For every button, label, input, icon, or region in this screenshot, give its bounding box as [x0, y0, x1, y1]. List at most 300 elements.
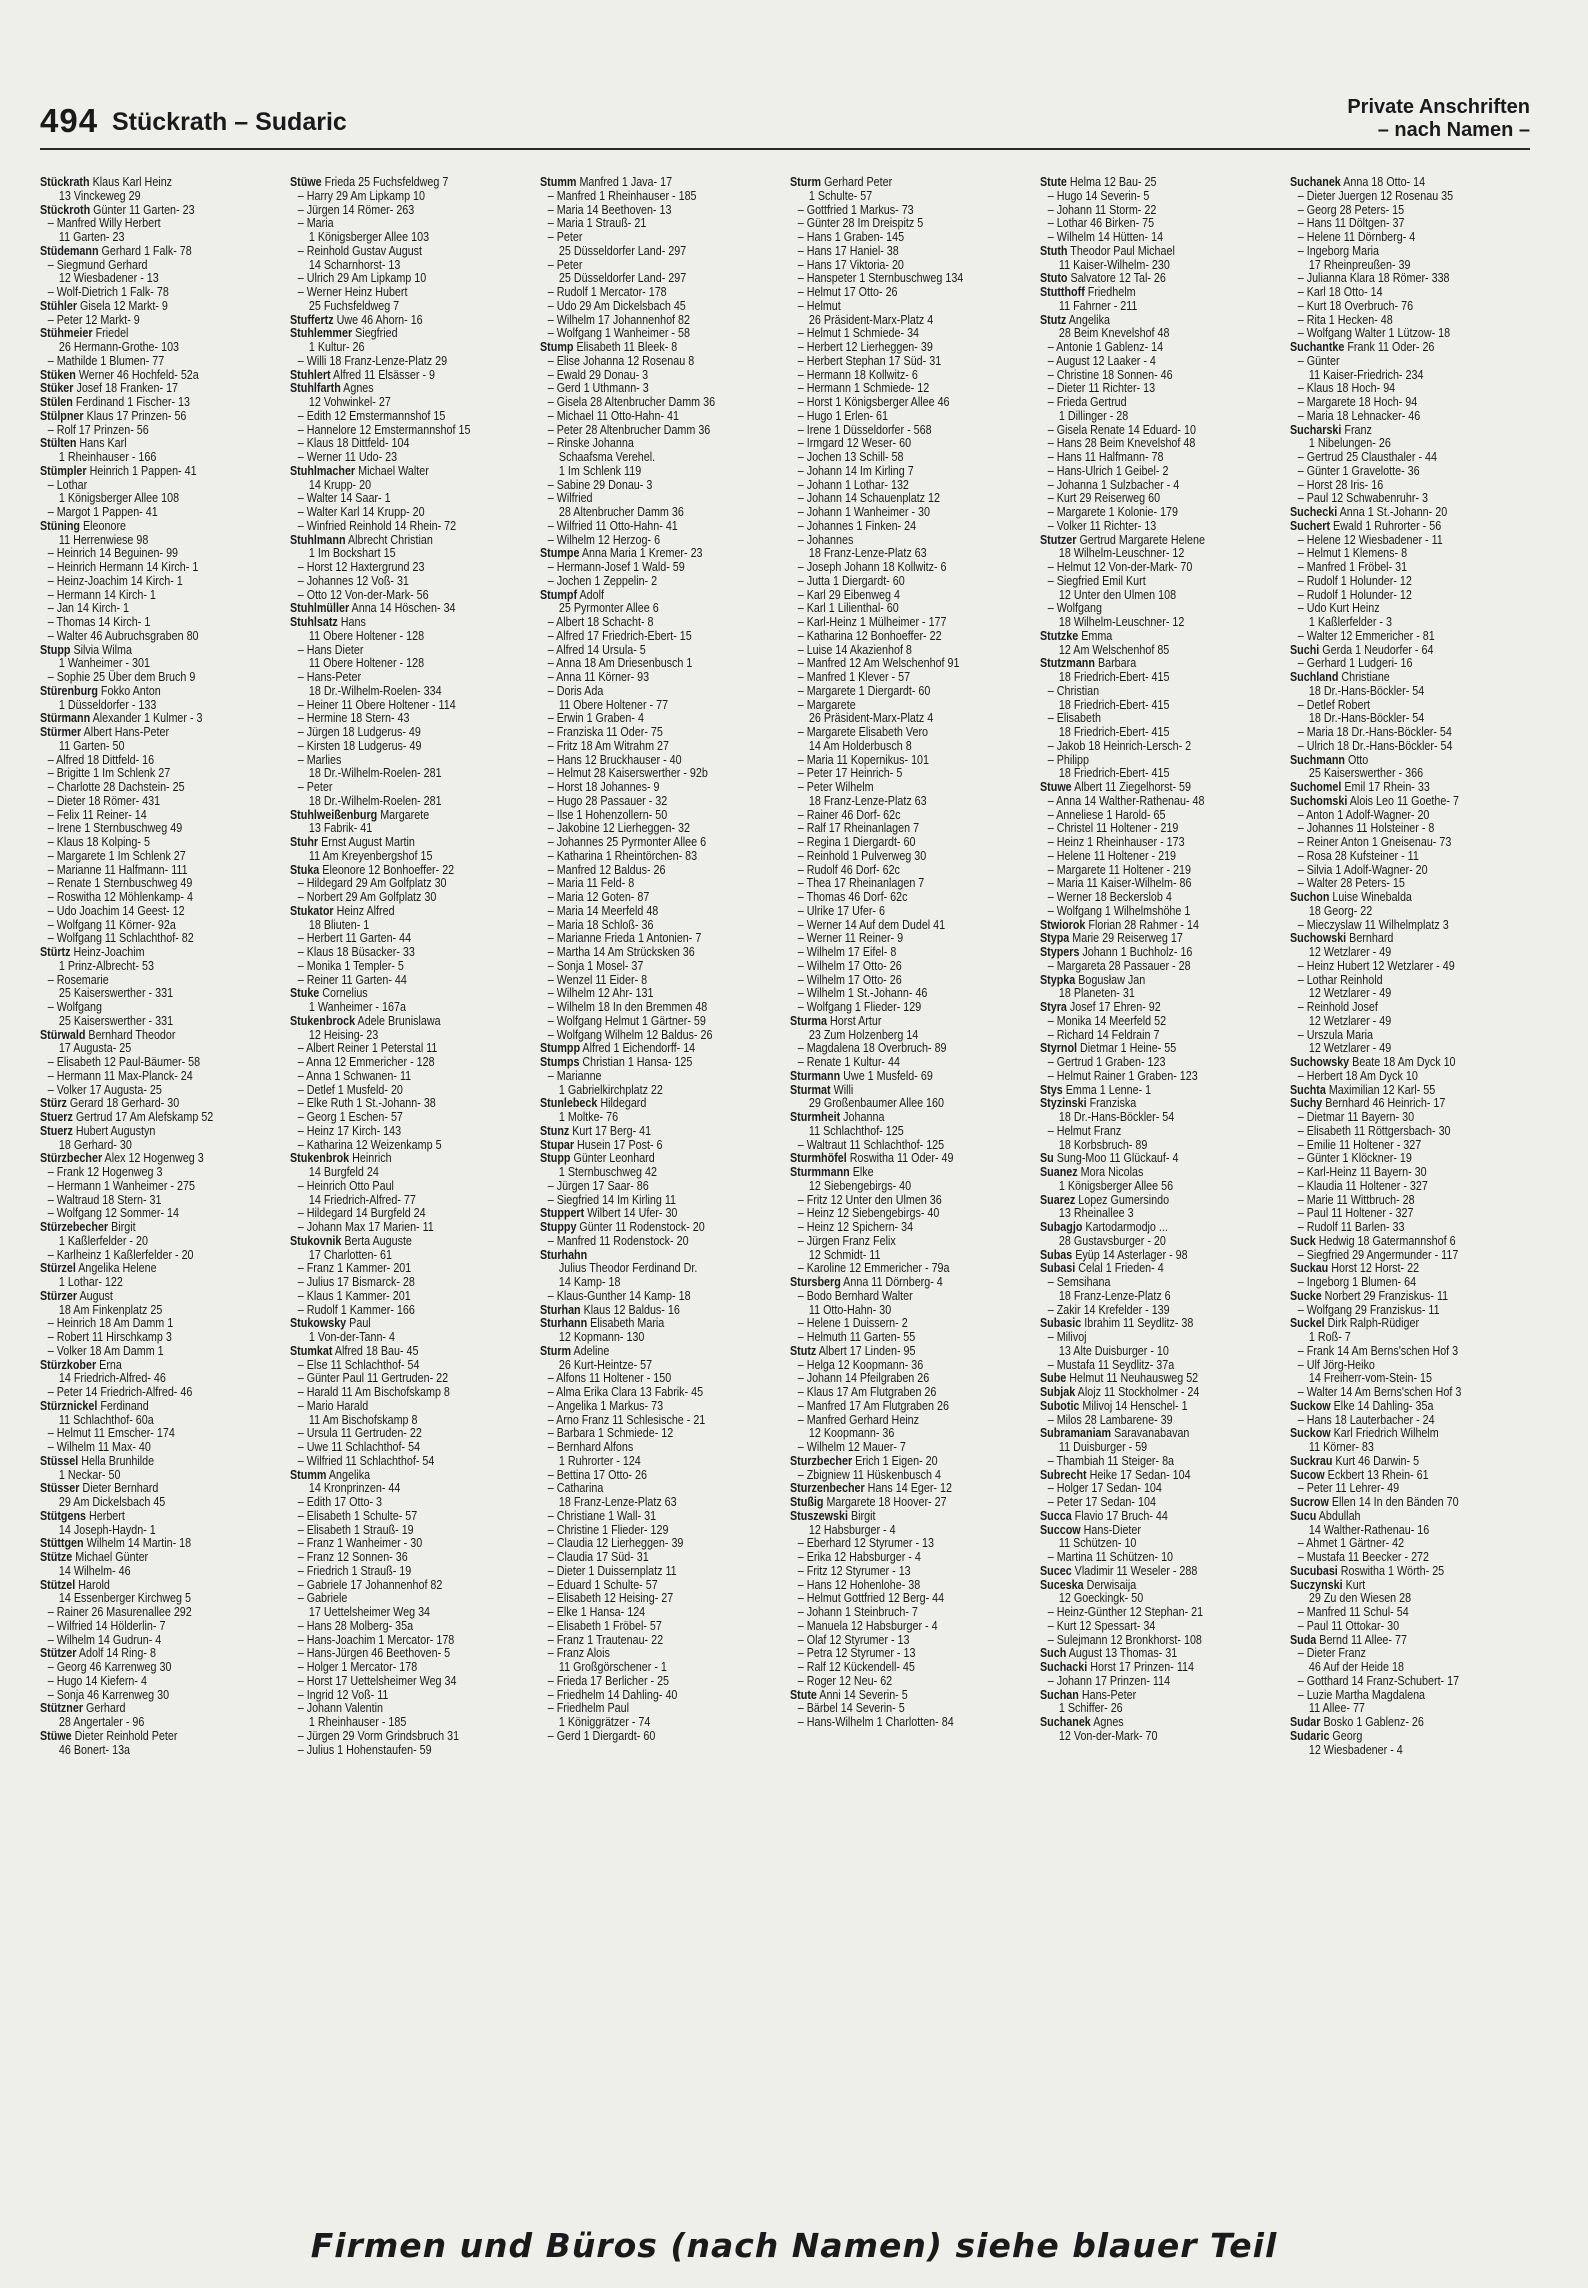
directory-sub-entry: – Heiner 11 Obere Holtener - 114 [297, 697, 456, 712]
directory-sub-entry: – Werner Heinz Hubert [297, 285, 408, 299]
directory-entry [540, 1345, 751, 1359]
directory-entry [40, 685, 251, 699]
directory-sub-entry: – Klaus 17 Am Flutgraben 26 [797, 1385, 937, 1399]
entry-details: Norbert 29 Franziskus- 11 [1324, 1288, 1449, 1303]
directory-entry [1040, 1221, 1251, 1235]
directory-sub-entry: – Maria [297, 216, 334, 231]
directory-sub-entry: – Rinske Johanna [547, 436, 634, 451]
directory-sub-entry: – Mustafa 11 Seydlitz- 37a [1047, 1357, 1175, 1372]
directory-sub-entry: – Barbara 1 Schmiede- 12 [547, 1426, 674, 1441]
directory-entry [1040, 1524, 1251, 1538]
directory-entry [540, 1056, 751, 1070]
entry-details: Emma 1 Lenne- 1 [1065, 1082, 1152, 1097]
entry-details: Heinrich 1 Pappen- 41 [89, 463, 197, 478]
directory-entry [40, 1029, 251, 1043]
directory-sub-entry: – Johann 14 Im Kirling 7 [797, 463, 914, 478]
directory-sub-entry: – Heinz 12 Spichern- 34 [797, 1220, 914, 1234]
entry-surname: Stump [540, 340, 574, 354]
entry-address-line: 12 Von-der-Mark- 70 [1058, 1728, 1158, 1743]
directory-entry [1040, 974, 1251, 988]
entry-surname: Stutzke [1040, 628, 1079, 643]
entry-surname: Stunz [540, 1123, 570, 1138]
entry-surname: Suchta [1290, 1082, 1326, 1097]
directory-sub-entry: – Alfred 18 Dittfeld- 16 [47, 752, 155, 767]
directory-sub-entry: – Herbert 18 Am Dyck 10 [1297, 1068, 1418, 1083]
entry-surname: Suckow [1290, 1426, 1331, 1441]
directory-entry [790, 1345, 1001, 1359]
entry-details: Dieter Bernhard [82, 1481, 159, 1496]
directory-sub-entry: – Ahmet 1 Gärtner- 42 [1297, 1536, 1405, 1551]
entry-surname: Stukenbrock [290, 1013, 356, 1028]
entry-details: Bernd 11 Allee- 77 [1319, 1632, 1407, 1647]
directory-sub-entry: – Irmgard 12 Weser- 60 [797, 436, 912, 451]
directory-sub-entry: – Waltraut 11 Schlachthof- 125 [797, 1137, 945, 1152]
directory-sub-entry: – Alfred 14 Ursula- 5 [547, 642, 646, 657]
directory-entry [1040, 781, 1251, 795]
entry-address-line: 12 Am Welschenhof 85 [1058, 642, 1170, 657]
directory-entry [1040, 1716, 1251, 1730]
directory-sub-entry: – Bernhard Alfons [547, 1440, 634, 1454]
entry-surname: Stutzer [1040, 532, 1077, 547]
entry-surname: Sturhahn [540, 1247, 588, 1262]
entry-surname: Stüssel [40, 1453, 79, 1468]
entry-surname: Stumpp [540, 1041, 581, 1056]
directory-sub-entry: – Lothar Reinhold [1297, 972, 1383, 987]
entry-address-line: 1 Düsseldorfer - 133 [58, 697, 157, 712]
directory-sub-entry: – Norbert 29 Am Golfplatz 30 [297, 890, 437, 904]
directory-sub-entry: – Heinz Hubert 12 Wetzlarer - 49 [1297, 958, 1455, 973]
entry-address-line: 11 Körner- 83 [1308, 1440, 1374, 1454]
directory-sub-entry: – Horst 17 Uettelsheimer Weg 34 [297, 1673, 457, 1688]
entry-surname: Stupar [540, 1137, 575, 1152]
directory-sub-entry: – Manfred 12 Am Welschenhof 91 [797, 656, 960, 671]
entry-details: Willi [833, 1082, 854, 1097]
directory-entry [1290, 1455, 1501, 1469]
entry-address-line: 28 Altenbrucher Damm 36 [558, 505, 684, 519]
directory-sub-entry: – Helene 11 Dörnberg- 4 [1297, 230, 1416, 244]
entry-surname: Sturmmann [790, 1165, 850, 1179]
entry-address-line: 11 Schlachthof- 60a [58, 1412, 154, 1427]
directory-sub-entry: – Maria 11 Feld- 8 [547, 876, 635, 891]
entry-surname: Stukowsky [290, 1316, 347, 1331]
entry-surname: Sucke [1290, 1288, 1322, 1303]
directory-sub-entry: – Volker 18 Am Damm 1 [47, 1343, 164, 1358]
entry-surname: Suchi [1290, 642, 1320, 657]
entry-details: Eckbert 13 Rhein- 61 [1327, 1467, 1429, 1482]
entry-surname: Stutzmann [1040, 656, 1095, 671]
entry-address-line: 18 Gerhard- 30 [58, 1137, 132, 1152]
entry-surname: Suck [1290, 1233, 1316, 1248]
directory-sub-entry: – Georg 28 Peters- 15 [1297, 202, 1405, 217]
directory-sub-entry: – Rudolf 1 Kammer- 166 [297, 1302, 415, 1317]
directory-sub-entry: – Hanspeter 1 Sternbuschweg 134 [797, 271, 964, 286]
directory-sub-entry: – Günter 28 Im Dreispitz 5 [797, 216, 924, 231]
directory-sub-entry: – Maria 18 Dr.-Hans-Böckler- 54 [1297, 725, 1452, 739]
entry-details: Paul [349, 1316, 371, 1331]
entry-address-line: 18 Friedrich-Ebert- 415 [1058, 725, 1170, 739]
directory-entry [40, 1647, 251, 1661]
entry-surname: Suchowsky [1290, 1055, 1350, 1069]
entry-surname: Sturhan [540, 1302, 581, 1317]
directory-sub-entry: – Thambiah 11 Steiger- 8a [1047, 1453, 1175, 1468]
entry-surname: Stuth [1040, 243, 1068, 258]
directory-sub-entry: – Heinz 17 Kirch- 143 [297, 1123, 402, 1138]
entry-details: Bogusław Jan [1078, 972, 1146, 987]
directory-sub-entry: – Harald 11 Am Bischofskamp 8 [297, 1385, 450, 1399]
directory-sub-entry: – Christian [1047, 683, 1100, 698]
entry-details: Ernst August Martin [321, 835, 415, 849]
directory-sub-entry: – Luise 14 Akazienhof 8 [797, 642, 912, 657]
entry-details: Adele Brunislawa [357, 1013, 441, 1028]
entry-address-line: 28 Gustavsburger - 20 [1058, 1233, 1166, 1248]
directory-entry [1290, 781, 1501, 795]
directory-sub-entry: – Peter [547, 230, 583, 244]
entry-surname: Stukator [290, 903, 334, 918]
entry-address-line: 18 Dr.-Wilhelm-Roelen- 281 [308, 766, 442, 781]
directory-sub-entry: – Anna 14 Walther-Rathenau- 48 [1047, 793, 1205, 808]
directory-sub-entry: – Wilfried [547, 491, 593, 506]
directory-entry [40, 644, 251, 658]
directory-sub-entry: – Helene 11 Holtener - 219 [1047, 848, 1177, 863]
directory-sub-entry: – Wolfgang 29 Franziskus- 11 [1297, 1302, 1440, 1317]
directory-sub-entry: – Johann Max 17 Marien- 11 [297, 1220, 434, 1234]
directory-sub-entry: – Peter 11 Lehrer- 49 [1297, 1481, 1400, 1496]
entry-surname: Sturm [790, 176, 822, 189]
directory-entry [790, 1455, 1001, 1469]
directory-entry [1290, 424, 1501, 438]
directory-sub-entry: – Silvia 1 Adolf-Wagner- 20 [1297, 862, 1428, 877]
directory-sub-entry: – Uwe 11 Schlachthof- 54 [297, 1440, 421, 1454]
entry-surname: Stückrath [40, 176, 90, 189]
entry-address-line: 46 Bonert- 13a [58, 1742, 131, 1757]
entry-surname: Stürzel [40, 1261, 76, 1276]
directory-entry [1040, 1565, 1251, 1579]
entry-details: Kurt [1345, 1577, 1366, 1592]
entry-address-line: Schaafsma Verehel. [558, 450, 656, 464]
entry-surname: Stuhlemmer [290, 326, 353, 341]
directory-entry [1040, 1097, 1251, 1111]
entry-surname: Stülten [40, 436, 77, 451]
entry-address-line: 14 Friedrich-Alfred- 46 [58, 1371, 166, 1386]
directory-entry [290, 1317, 501, 1331]
entry-address-line: 25 Kaiserswerther - 331 [58, 1013, 174, 1028]
directory-sub-entry: – Sophie 25 Über dem Bruch 9 [47, 670, 196, 684]
entry-address-line: 18 Friedrich-Ebert- 415 [1058, 766, 1170, 781]
directory-sub-entry: – Milivoj [1047, 1330, 1087, 1344]
entry-surname: Suchmann [1290, 752, 1345, 767]
directory-sub-entry: – Mustafa 11 Beecker - 272 [1297, 1550, 1430, 1564]
directory-sub-entry: – Paul 11 Holtener - 327 [1297, 1206, 1414, 1221]
directory-entry [40, 437, 251, 451]
directory-sub-entry: – Robert 11 Hirschkamp 3 [47, 1330, 172, 1344]
entry-address-line: 11 Großgörschener - 1 [558, 1660, 667, 1674]
directory-sub-entry: – Friedrich 1 Strauß- 19 [297, 1563, 412, 1578]
directory-sub-entry: – Helmut Rainer 1 Graben- 123 [1047, 1068, 1198, 1083]
directory-sub-entry: – Hans 11 Döltgen- 37 [1297, 216, 1405, 231]
page-name-range: Stückrath – Sudaric [112, 108, 347, 136]
entry-details: Eleonore [83, 518, 127, 533]
entry-surname: Stüdemann [40, 243, 99, 258]
entry-address-line: 18 Franz-Lenze-Platz 63 [558, 1495, 677, 1509]
directory-entry [1040, 245, 1251, 259]
entry-surname: Stuppy [540, 1220, 577, 1234]
directory-sub-entry: – Dieter 11 Richter- 13 [1047, 381, 1156, 396]
entry-details: Cornelius [322, 986, 368, 1001]
entry-details: Gisela 12 Markt- 9 [80, 298, 168, 313]
entry-address-line: 12 Wiesbadener - 13 [58, 271, 159, 286]
directory-sub-entry: – Martha 14 Am Strücksken 36 [547, 945, 695, 959]
directory-sub-entry: – Johannes 11 Holsteiner - 8 [1297, 821, 1435, 836]
directory-sub-entry: – Karlheinz 1 Kaßlerfelder - 20 [47, 1247, 194, 1262]
directory-sub-entry: – Elise Johanna 12 Rosenau 8 [547, 353, 695, 368]
entry-details: Friedhelm [1087, 285, 1136, 299]
directory-sub-entry: – Gerhard 1 Ludgeri- 16 [1297, 656, 1413, 671]
entry-details: Angelika [1068, 312, 1110, 327]
directory-entry [1290, 341, 1501, 355]
directory-entry [40, 726, 251, 740]
entry-details: Elisabeth Maria [590, 1316, 665, 1331]
entry-details: Florian 28 Rahmer - 14 [1088, 917, 1199, 932]
directory-sub-entry: – Mieczyslaw 11 Wilhelmplatz 3 [1297, 917, 1449, 932]
entry-address-line: 25 Pyrmonter Allee 6 [558, 601, 659, 616]
entry-surname: Sturzenbecher [790, 1481, 865, 1496]
directory-sub-entry: – Ulrich 29 Am Lipkamp 10 [297, 271, 427, 286]
entry-surname: Stuhlweißenburg [290, 807, 378, 822]
entry-address-line: 11 Am Bischofskamp 8 [308, 1412, 418, 1427]
entry-details: Angelika Helene [78, 1261, 157, 1276]
entry-address-line: 1 Dillinger - 28 [1058, 408, 1129, 423]
directory-entry [40, 410, 251, 424]
directory-sub-entry: – Peter 28 Altenbrucher Damm 36 [547, 422, 711, 437]
directory-entry [790, 1084, 1001, 1098]
directory-sub-entry: – Monika 14 Meerfeld 52 [1047, 1013, 1167, 1028]
directory-sub-entry: – Georg 46 Karrenweg 30 [47, 1660, 172, 1674]
directory-sub-entry: – Heinz-Joachim 14 Kirch- 1 [47, 573, 183, 588]
entry-details: Klaus 17 Prinzen- 56 [86, 408, 187, 423]
entry-surname: Stuppert [540, 1206, 585, 1221]
directory-sub-entry: – Hans 11 Halfmann- 78 [1047, 450, 1164, 464]
directory-sub-entry: – Helene 12 Wiesbadener - 11 [1297, 532, 1443, 547]
entry-details: Hans-Peter [1081, 1687, 1137, 1702]
directory-sub-entry: – Semsihana [1047, 1275, 1111, 1289]
directory-entry [290, 1345, 501, 1359]
directory-sub-entry: – Marianne 11 Halfmann- 111 [47, 862, 188, 877]
directory-sub-entry: – Volker 11 Richter- 13 [1047, 518, 1157, 533]
directory-sub-entry: – Rudolf 1 Mercator- 178 [547, 285, 667, 299]
entry-surname: Stühmeier [40, 326, 93, 341]
directory-sub-entry: – Franz 1 Kammer- 201 [297, 1261, 412, 1276]
directory-sub-entry: – Peter 14 Friedrich-Alfred- 46 [47, 1385, 193, 1399]
directory-sub-entry: – Ulrike 17 Ufer- 6 [797, 903, 885, 918]
entry-surname: Subagjo [1040, 1220, 1083, 1234]
directory-sub-entry: – Dieter 1 Duissernplatz 11 [547, 1563, 677, 1578]
directory-sub-entry: – Christiane 1 Wall- 31 [547, 1508, 657, 1523]
entry-details: Adeline [573, 1343, 610, 1358]
directory-sub-entry: – Anneliese 1 Harold- 65 [1047, 807, 1166, 822]
directory-sub-entry: – Jakobine 12 Lierheggen- 32 [547, 821, 690, 836]
directory-sub-entry: – Helmut 12 Von-der-Mark- 70 [1047, 560, 1193, 574]
directory-sub-entry: – Wilhelm 11 Max- 40 [47, 1440, 151, 1454]
entry-details: Emma [1081, 628, 1113, 643]
entry-surname: Stukovnik [290, 1233, 342, 1248]
entry-details: Adolf [579, 587, 604, 602]
directory-sub-entry: – Horst 28 Iris- 16 [1297, 477, 1384, 492]
directory-sub-entry: – Wilhelm 17 Johannenhof 82 [547, 312, 690, 327]
entry-surname: Stüker [40, 381, 74, 396]
directory-sub-entry: – Hugo 14 Kiefern- 4 [47, 1673, 147, 1688]
directory-sub-entry: – Else 11 Schlachthof- 54 [297, 1357, 420, 1372]
directory-sub-entry: – Elisabeth 1 Schulte- 57 [297, 1508, 418, 1523]
directory-column-2 [290, 176, 501, 2166]
directory-sub-entry: – August 12 Laaker - 4 [1047, 353, 1156, 368]
entry-surname: Stuwe [1040, 780, 1072, 794]
directory-sub-entry: – Johann 14 Pfeilgraben 26 [797, 1371, 930, 1386]
entry-surname: Stüsser [40, 1481, 80, 1496]
directory-entry [1290, 932, 1501, 946]
entry-surname: Sturhann [540, 1316, 588, 1331]
entry-details: Gertrud 17 Am Alefskamp 52 [75, 1110, 214, 1124]
directory-entry [790, 1111, 1001, 1125]
entry-details: Wilbert 14 Ufer- 30 [587, 1206, 678, 1221]
entry-details: Gerhard [85, 1701, 126, 1716]
directory-sub-entry: – Margarete Elisabeth Vero [797, 725, 929, 739]
entry-details: Bernhard 46 Heinrich- 17 [1325, 1096, 1446, 1111]
directory-sub-entry: – Urszula Maria [1297, 1027, 1374, 1042]
entry-address-line: 1 Im Bockshart 15 [308, 546, 396, 561]
entry-details: Albrecht Christian [347, 532, 433, 547]
entry-address-line: 13 Fabrik- 41 [308, 821, 373, 836]
directory-sub-entry: – Ewald 29 Donau- 3 [547, 367, 649, 382]
directory-sub-entry: – Otto 12 Von-der-Mark- 56 [297, 587, 429, 602]
directory-entry [290, 369, 501, 383]
entry-surname: Subasi [1040, 1261, 1076, 1276]
footer-banner: Firmen und Büros (nach Namen) siehe blauer Teil [310, 2226, 1278, 2265]
directory-entry [290, 809, 501, 823]
directory-entry [40, 946, 251, 960]
directory-sub-entry: – Michael 11 Otto-Hahn- 41 [547, 408, 679, 423]
directory-entry [1040, 1001, 1251, 1015]
directory-entry [1040, 1166, 1251, 1180]
directory-sub-entry: – Peter 17 Sedan- 104 [1047, 1495, 1156, 1509]
directory-sub-entry: – Hermann 11 Max-Planck- 24 [47, 1068, 193, 1083]
directory-sub-entry: – Elisabeth 11 Röttgersbach- 30 [1297, 1123, 1451, 1138]
entry-surname: Stützer [40, 1646, 77, 1661]
entry-surname: Suchantke [1290, 340, 1345, 354]
directory-sub-entry: – Walter 28 Peters- 15 [1297, 876, 1405, 891]
entry-details: Lopez Gumersindo [1078, 1192, 1170, 1207]
entry-details: Hubert Augustyn [75, 1123, 156, 1138]
entry-surname: Stückroth [40, 202, 91, 217]
entry-details: Hedwig 18 Gatermannshof 6 [1318, 1233, 1456, 1248]
directory-sub-entry: – Angelika 1 Markus- 73 [547, 1398, 664, 1413]
entry-details: Wilhelm 14 Martin- 18 [86, 1536, 192, 1551]
directory-entry [790, 176, 1001, 190]
directory-entry [1040, 286, 1251, 300]
directory-entry [1290, 795, 1501, 809]
directory-entry [790, 1276, 1001, 1290]
entry-details: Heinz Alfred [336, 903, 395, 918]
entry-surname: Stypers [1040, 945, 1080, 959]
directory-entry [1290, 1510, 1501, 1524]
entry-surname: Stumkat [290, 1343, 333, 1358]
directory-entry [790, 1689, 1001, 1703]
directory-sub-entry: – Wolfgang Wilhelm 12 Baldus- 26 [547, 1027, 713, 1042]
entry-details: Alojz 11 Stockholmer - 24 [1077, 1385, 1200, 1399]
directory-sub-entry: – Margarete 1 Kolonie- 179 [1047, 505, 1179, 519]
directory-sub-entry: – Wilhelm 18 In den Bremmen 48 [547, 1000, 708, 1014]
entry-address-line: 11 Herrenwiese 98 [58, 532, 149, 547]
entry-surname: Sucec [1040, 1563, 1072, 1578]
entry-address-line: 26 Kurt-Heintze- 57 [558, 1357, 653, 1372]
entry-surname: Stute [790, 1687, 817, 1702]
entry-address-line: 25 Fuchsfeldweg 7 [308, 298, 400, 313]
directory-entry [540, 1221, 751, 1235]
directory-sub-entry: – Hermine 18 Stern- 43 [297, 711, 410, 726]
directory-entry [40, 1510, 251, 1524]
directory-sub-entry: – Reiner 11 Garten- 44 [297, 972, 407, 987]
directory-sub-entry: – Claudia 12 Lierheggen- 39 [547, 1536, 684, 1551]
directory-entry [1290, 1469, 1501, 1483]
directory-sub-entry: – Heinz-Günther 12 Stephan- 21 [1047, 1605, 1204, 1619]
entry-address-line: 18 Franz-Lenze-Platz 6 [1058, 1288, 1171, 1303]
directory-sub-entry: – Johann 1 Wanheimer - 30 [797, 505, 931, 519]
directory-entry [1040, 176, 1251, 190]
section-title-line-2: – nach Namen – [1377, 119, 1530, 141]
entry-surname: Suckow [1290, 1398, 1331, 1413]
directory-sub-entry: – Friedhelm Paul [547, 1701, 630, 1716]
directory-sub-entry: – Bettina 17 Otto- 26 [547, 1467, 647, 1482]
directory-sub-entry: – Zakir 14 Krefelder - 139 [1047, 1302, 1170, 1317]
entry-surname: Stuhlmacher [290, 463, 356, 478]
directory-sub-entry: – Reinhold Josef [1297, 1000, 1378, 1014]
entry-surname: Suchomski [1290, 793, 1348, 808]
entry-details: Anna 18 Otto- 14 [1343, 176, 1426, 189]
directory-sub-entry: – Ursula 11 Gertruden- 22 [297, 1426, 422, 1441]
directory-entry [1040, 314, 1251, 328]
directory-sub-entry: – Jürgen 14 Römer- 263 [297, 202, 415, 217]
directory-entry [1290, 891, 1501, 905]
entry-surname: Suchon [1290, 890, 1330, 904]
entry-details: Angelika [328, 1467, 371, 1482]
directory-sub-entry: – Günter Paul 11 Gertruden- 22 [297, 1371, 449, 1386]
entry-surname: Suchland [1290, 670, 1339, 684]
directory-entry [290, 534, 501, 548]
directory-sub-entry: – Julius 17 Bismarck- 28 [297, 1275, 415, 1289]
entry-surname: Stumm [540, 176, 577, 189]
entry-address-line: 13 Vinckeweg 29 [58, 188, 141, 203]
directory-sub-entry: – Maria 14 Meerfeld 48 [547, 903, 659, 918]
directory-sub-entry: – Regina 1 Diergardt- 60 [797, 835, 916, 849]
directory-entry [540, 589, 751, 603]
directory-sub-entry: – Dieter Juergen 12 Rosenau 35 [1297, 188, 1454, 203]
directory-sub-entry: – Wilhelm 12 Ahr- 131 [547, 986, 654, 1001]
directory-sub-entry: – Wilhelm 17 Otto- 26 [797, 958, 902, 973]
entry-surname: Stunlebeck [540, 1096, 598, 1111]
directory-sub-entry: – Willi 18 Franz-Lenze-Platz 29 [297, 353, 448, 368]
entry-address-line: 25 Düsseldorfer Land- 297 [558, 271, 687, 286]
directory-sub-entry: – Margarete 1 Im Schlenk 27 [47, 848, 186, 863]
entry-surname: Such [1040, 1646, 1067, 1661]
entry-details: Alfred 1 Eichendorff- 14 [582, 1041, 696, 1056]
entry-address-line: 12 Wetzlarer - 49 [1308, 986, 1392, 1001]
directory-sub-entry: – Heinrich Hermann 14 Kirch- 1 [47, 560, 199, 574]
directory-sub-entry: – Hildegard 14 Burgfeld 24 [297, 1206, 426, 1221]
entry-surname: Suckel [1290, 1316, 1325, 1331]
directory-sub-entry: – Heinrich 18 Am Damm 1 [47, 1316, 174, 1331]
directory-entry [40, 204, 251, 218]
directory-sub-entry: – Klaus 18 Hoch- 94 [1297, 381, 1396, 396]
entry-address-line: 12 Siebengebirgs- 40 [808, 1178, 912, 1193]
